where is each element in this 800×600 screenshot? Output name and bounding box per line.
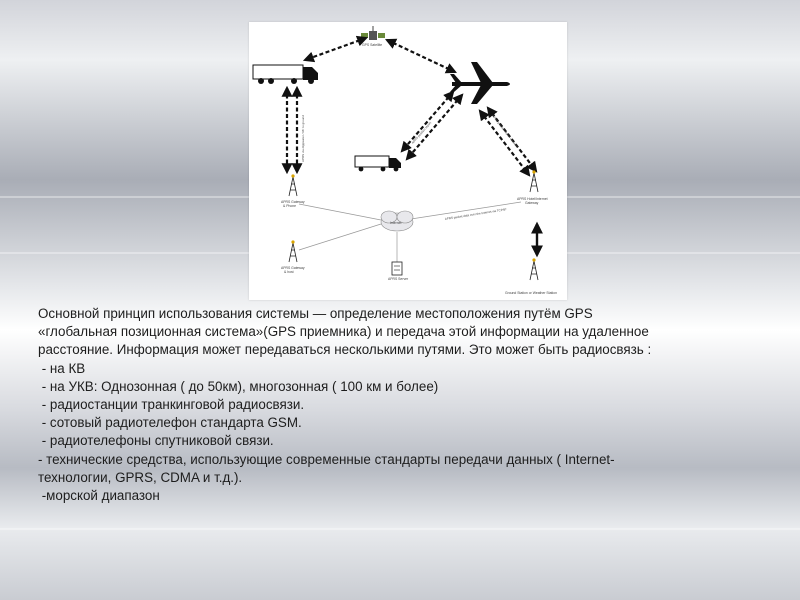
repeater-label: APRS Hotel/Internet Gateway (517, 197, 548, 205)
gps-tracking-diagram (249, 22, 567, 300)
link-label: APRS position report via radio (491, 114, 520, 149)
description-text (38, 305, 778, 505)
radio-tower-icon (289, 173, 538, 280)
ground-station-label: Ground Station or Weather Station (505, 291, 557, 295)
text-line: - на КВ (38, 360, 86, 376)
text-line: -морской диапазон (38, 488, 160, 504)
internet-label: Internet (390, 221, 402, 225)
truck-icon (253, 65, 318, 84)
airplane-icon (450, 62, 510, 104)
text-line: - на УКВ: Однозонная ( до 50км), многозонная ( 100 км и более) (38, 378, 439, 394)
server-icon (392, 262, 402, 275)
text-line: - радиотелефоны спутниковой связи. (38, 433, 274, 449)
satellite-label: GPS Satellite (362, 43, 383, 47)
text-line: Основной принцип использования системы — определение местоположения путём GPS (38, 306, 593, 321)
link-label: APRS position report (410, 120, 433, 145)
text-line: - сотовый радиотелефон стандарта GSM. (38, 415, 302, 431)
gateway-a-label: APRS Gateway & Phone (281, 200, 305, 208)
link-label: APRS via digipeater / RF to ground (301, 115, 305, 162)
server-label: APRS Server (388, 277, 409, 281)
text-line: «глобальная позиционная система»(GPS приемника) и передача этой информации на удаленное (38, 324, 649, 340)
text-line: технологии, GPRS, CDMA и т.д.). (38, 469, 243, 485)
gateway-b-label: APRS Gateway & host (281, 266, 305, 274)
text-line: расстояние. Информация может передаваться несколькими путями. Это может быть радиосвязь : (38, 342, 652, 358)
text-line: - технические средства, использующие современные стандарты передачи данных ( Internet- (38, 451, 615, 467)
link-label: APRS packet data over the Internet via TCP/IP (444, 207, 507, 221)
tower-antenna-glow (291, 170, 535, 261)
radio-link (287, 38, 536, 175)
truck-icon (355, 156, 401, 171)
text-line: - радиостанции транкинговой радиосвязи. (38, 397, 305, 413)
background-stripe (0, 528, 800, 530)
